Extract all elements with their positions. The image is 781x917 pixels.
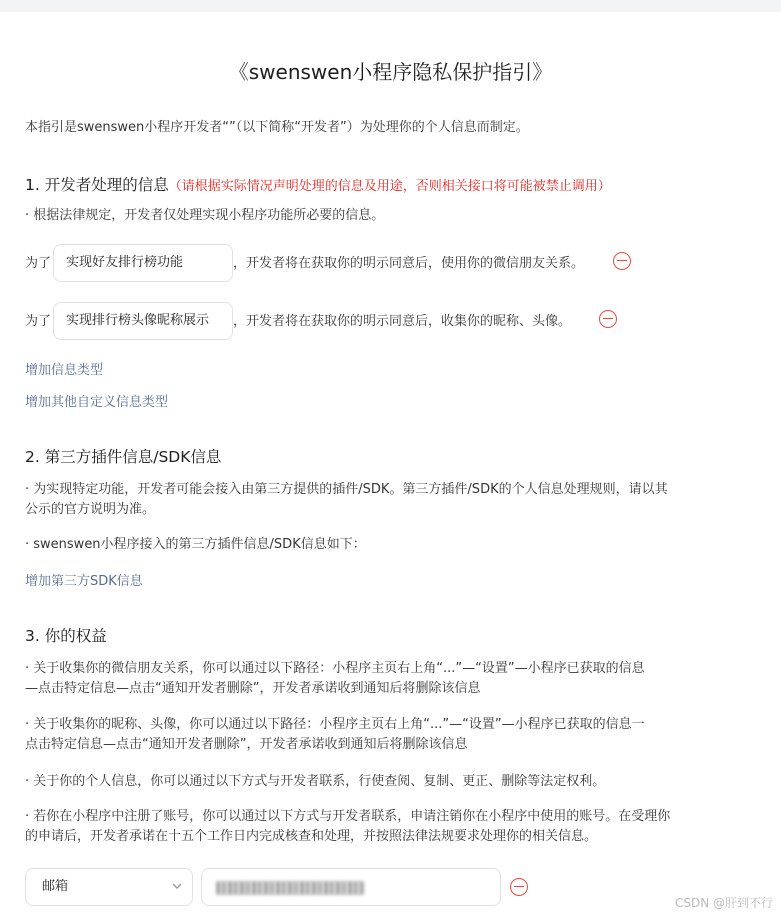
remove-icon[interactable] — [613, 252, 631, 270]
section-3-para-2-line-2: 点击特定信息—点击“通知开发者删除”，开发者承诺收到通知后将删除该信息 — [25, 737, 468, 752]
section-1-warning: （请根据实际情况声明处理的信息及用途，否则相关接口将可能被禁止调用） — [168, 179, 611, 194]
section-3-para-4 — [25, 807, 725, 847]
section-1-heading: 1. 开发者处理的信息 — [25, 176, 169, 194]
intro-text: 本指引是swenswen小程序开发者“”（以下简称“开发者”）为处理你的个人信息而制定。 — [25, 120, 529, 135]
section-2-heading: 2. 第三方插件信息/SDK信息 — [25, 448, 222, 466]
section-3-para-2 — [25, 715, 725, 755]
section-2-para-2: · swenswen小程序接入的第三方插件信息/SDK信息如下： — [25, 537, 366, 552]
section-2-para-1 — [25, 480, 725, 520]
contact-type-value: 邮箱 — [42, 879, 69, 894]
top-bar — [0, 0, 781, 12]
section-3-para-1-line-2: —点击特定信息—点击“通知开发者删除”，开发者承诺收到通知后将删除该信息 — [25, 681, 481, 696]
section-3-para-2-line-1: · 关于收集你的昵称、头像，你可以通过以下路径：小程序主页右上角“...”—“设置”—小程序已获取的信息一 — [25, 717, 645, 732]
section-1-note: · 根据法律规定，开发者仅处理实现小程序功能所必要的信息。 — [25, 208, 385, 223]
section-3-para-1-line-1: · 关于收集你的微信朋友关系，你可以通过以下路径：小程序主页右上角“...”—“设置”—小程序已获取的信息 — [25, 661, 645, 676]
add-sdk-link[interactable]: 增加第三方SDK信息 — [25, 574, 143, 589]
purpose-input-2[interactable]: 实现排行榜头像昵称展示 — [53, 302, 233, 340]
contact-value-input[interactable] — [201, 868, 501, 906]
add-info-type-link[interactable]: 增加信息类型 — [25, 363, 104, 378]
row-1-prefix: 为了 — [25, 256, 52, 271]
redacted-email — [216, 881, 364, 895]
remove-icon[interactable] — [599, 310, 617, 328]
page-title: 《swenswen小程序隐私保护指引》 — [228, 60, 553, 84]
add-custom-info-type-link[interactable]: 增加其他自定义信息类型 — [25, 395, 169, 410]
section-3-para-4-line-1: · 若你在小程序中注册了账号，你可以通过以下方式与开发者联系，申请注销你在小程序中使用的账号。在受理你 — [25, 809, 671, 824]
section-1-header — [25, 174, 611, 196]
section-2-para-1-line-1: · 为实现特定功能，开发者可能会接入由第三方提供的插件/SDK。第三方插件/SDK的个人信息处理规则，请以其 — [25, 482, 668, 497]
watermark: CSDN @肝到不行 — [674, 896, 773, 910]
row-2-suffix: ，开发者将在获取你的明示同意后，收集你的昵称、头像。 — [233, 314, 572, 329]
remove-icon[interactable] — [510, 878, 528, 896]
section-3-para-1 — [25, 659, 725, 699]
contact-type-select[interactable] — [25, 868, 193, 906]
row-2-prefix: 为了 — [25, 314, 52, 329]
section-3-para-4-line-2: 的申请后，开发者承诺在十五个工作日内完成核查和处理，并按照法律法规要求处理你的相关信息。 — [25, 829, 598, 844]
row-1-suffix: ，开发者将在获取你的明示同意后，使用你的微信朋友关系。 — [233, 256, 585, 271]
purpose-input-1[interactable]: 实现好友排行榜功能 — [53, 244, 233, 282]
chevron-down-icon — [170, 879, 184, 893]
section-3-para-3: · 关于你的个人信息，你可以通过以下方式与开发者联系，行使查阅、复制、更正、删除等法定权利。 — [25, 774, 606, 789]
section-2-para-1-line-2: 公示的官方说明为准。 — [25, 502, 156, 517]
section-3-heading: 3. 你的权益 — [25, 627, 107, 645]
